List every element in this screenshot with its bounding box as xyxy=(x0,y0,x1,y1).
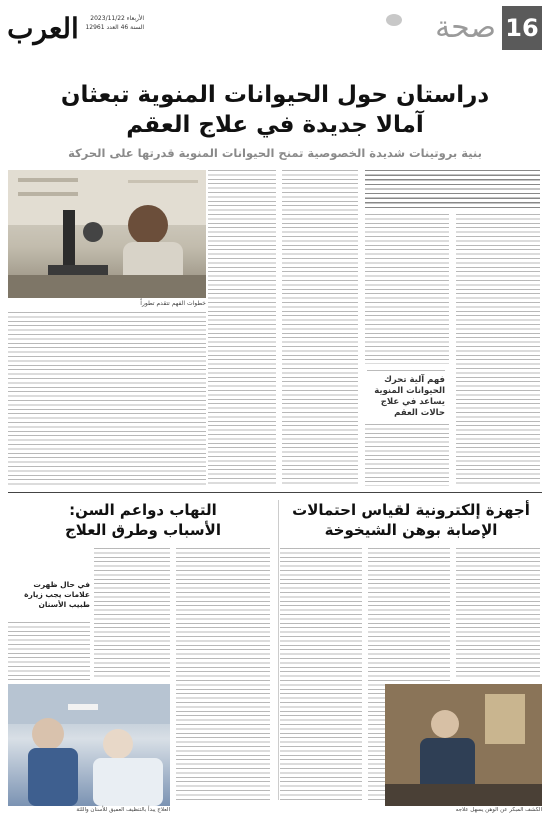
newspaper-logo xyxy=(8,6,78,50)
elderly-photo xyxy=(385,684,542,806)
elderly-scene-icon xyxy=(385,684,542,806)
dental-photo xyxy=(8,684,170,806)
dental-scene-icon xyxy=(8,684,170,806)
dental-photo-caption: العلاج يبدأ بالتنظيف العميق للأسنان واللثة xyxy=(76,807,170,813)
section-title: صحة xyxy=(435,10,496,45)
lab-scene-icon xyxy=(8,170,206,298)
intro-paragraph xyxy=(365,170,540,210)
story-three-headline-line2: الأسباب وطرق العلاج xyxy=(65,521,221,539)
section-decoration-icon xyxy=(386,14,402,26)
column-divider xyxy=(278,500,279,800)
story-three-headline xyxy=(8,500,278,540)
issue-date: الأربعاء 2023/11/22 xyxy=(90,15,144,22)
main-subhead: بنية بروتينات شديدة الخصوصية تمنح الحيوانات المنوية قدرتها على الحركة xyxy=(68,146,482,160)
story-two-headline xyxy=(280,500,542,540)
text-column-3 xyxy=(282,170,358,486)
story-three-sidebar-title: في حال ظهرت علامات يجب زيارة طبيب الأسنان xyxy=(24,580,90,609)
issue-info xyxy=(84,14,144,32)
story-two-headline-line1: أجهزة إلكترونية لقياس احتمالات xyxy=(292,501,530,519)
story-three-column-3 xyxy=(8,622,90,680)
pull-quote-text: فهم آلية تحرك الحيوانات المنوية يساعد في علاج حالات العقم xyxy=(374,375,445,418)
story-three-column-2 xyxy=(94,548,170,680)
elderly-photo-caption: الكشف المبكر عن الوهن يسهل علاجه xyxy=(455,807,542,813)
text-column-2 xyxy=(365,214,449,364)
pull-quote xyxy=(367,368,445,418)
main-headline-line1: دراستان حول الحيوانات المنوية تبعثان xyxy=(60,82,490,108)
story-three-headline-line1: التهاب دواعم السن: xyxy=(69,501,217,519)
story-two-column-1 xyxy=(456,548,540,678)
main-headline-line2: آمالا جديدة في علاج العقم xyxy=(126,112,424,138)
lab-photo-caption: خطوات الفهم تتقدم تطوراً xyxy=(140,300,206,307)
issue-number: السنة 46 العدد 12961 xyxy=(85,24,144,31)
lab-photo xyxy=(8,170,206,298)
logo-text: العرب xyxy=(7,11,79,45)
page-number: 16 xyxy=(502,6,542,50)
story-two-column-3 xyxy=(280,548,362,802)
main-headline xyxy=(0,80,550,140)
text-column-2b xyxy=(365,424,449,486)
text-column-4 xyxy=(208,170,276,486)
section-divider xyxy=(8,492,542,493)
masthead xyxy=(8,6,542,50)
story-three-column-1 xyxy=(176,548,270,802)
story-two-headline-line2: الإصابة بوهن الشيخوخة xyxy=(324,521,498,539)
text-column-1 xyxy=(456,214,540,486)
text-column-5 xyxy=(8,312,206,486)
